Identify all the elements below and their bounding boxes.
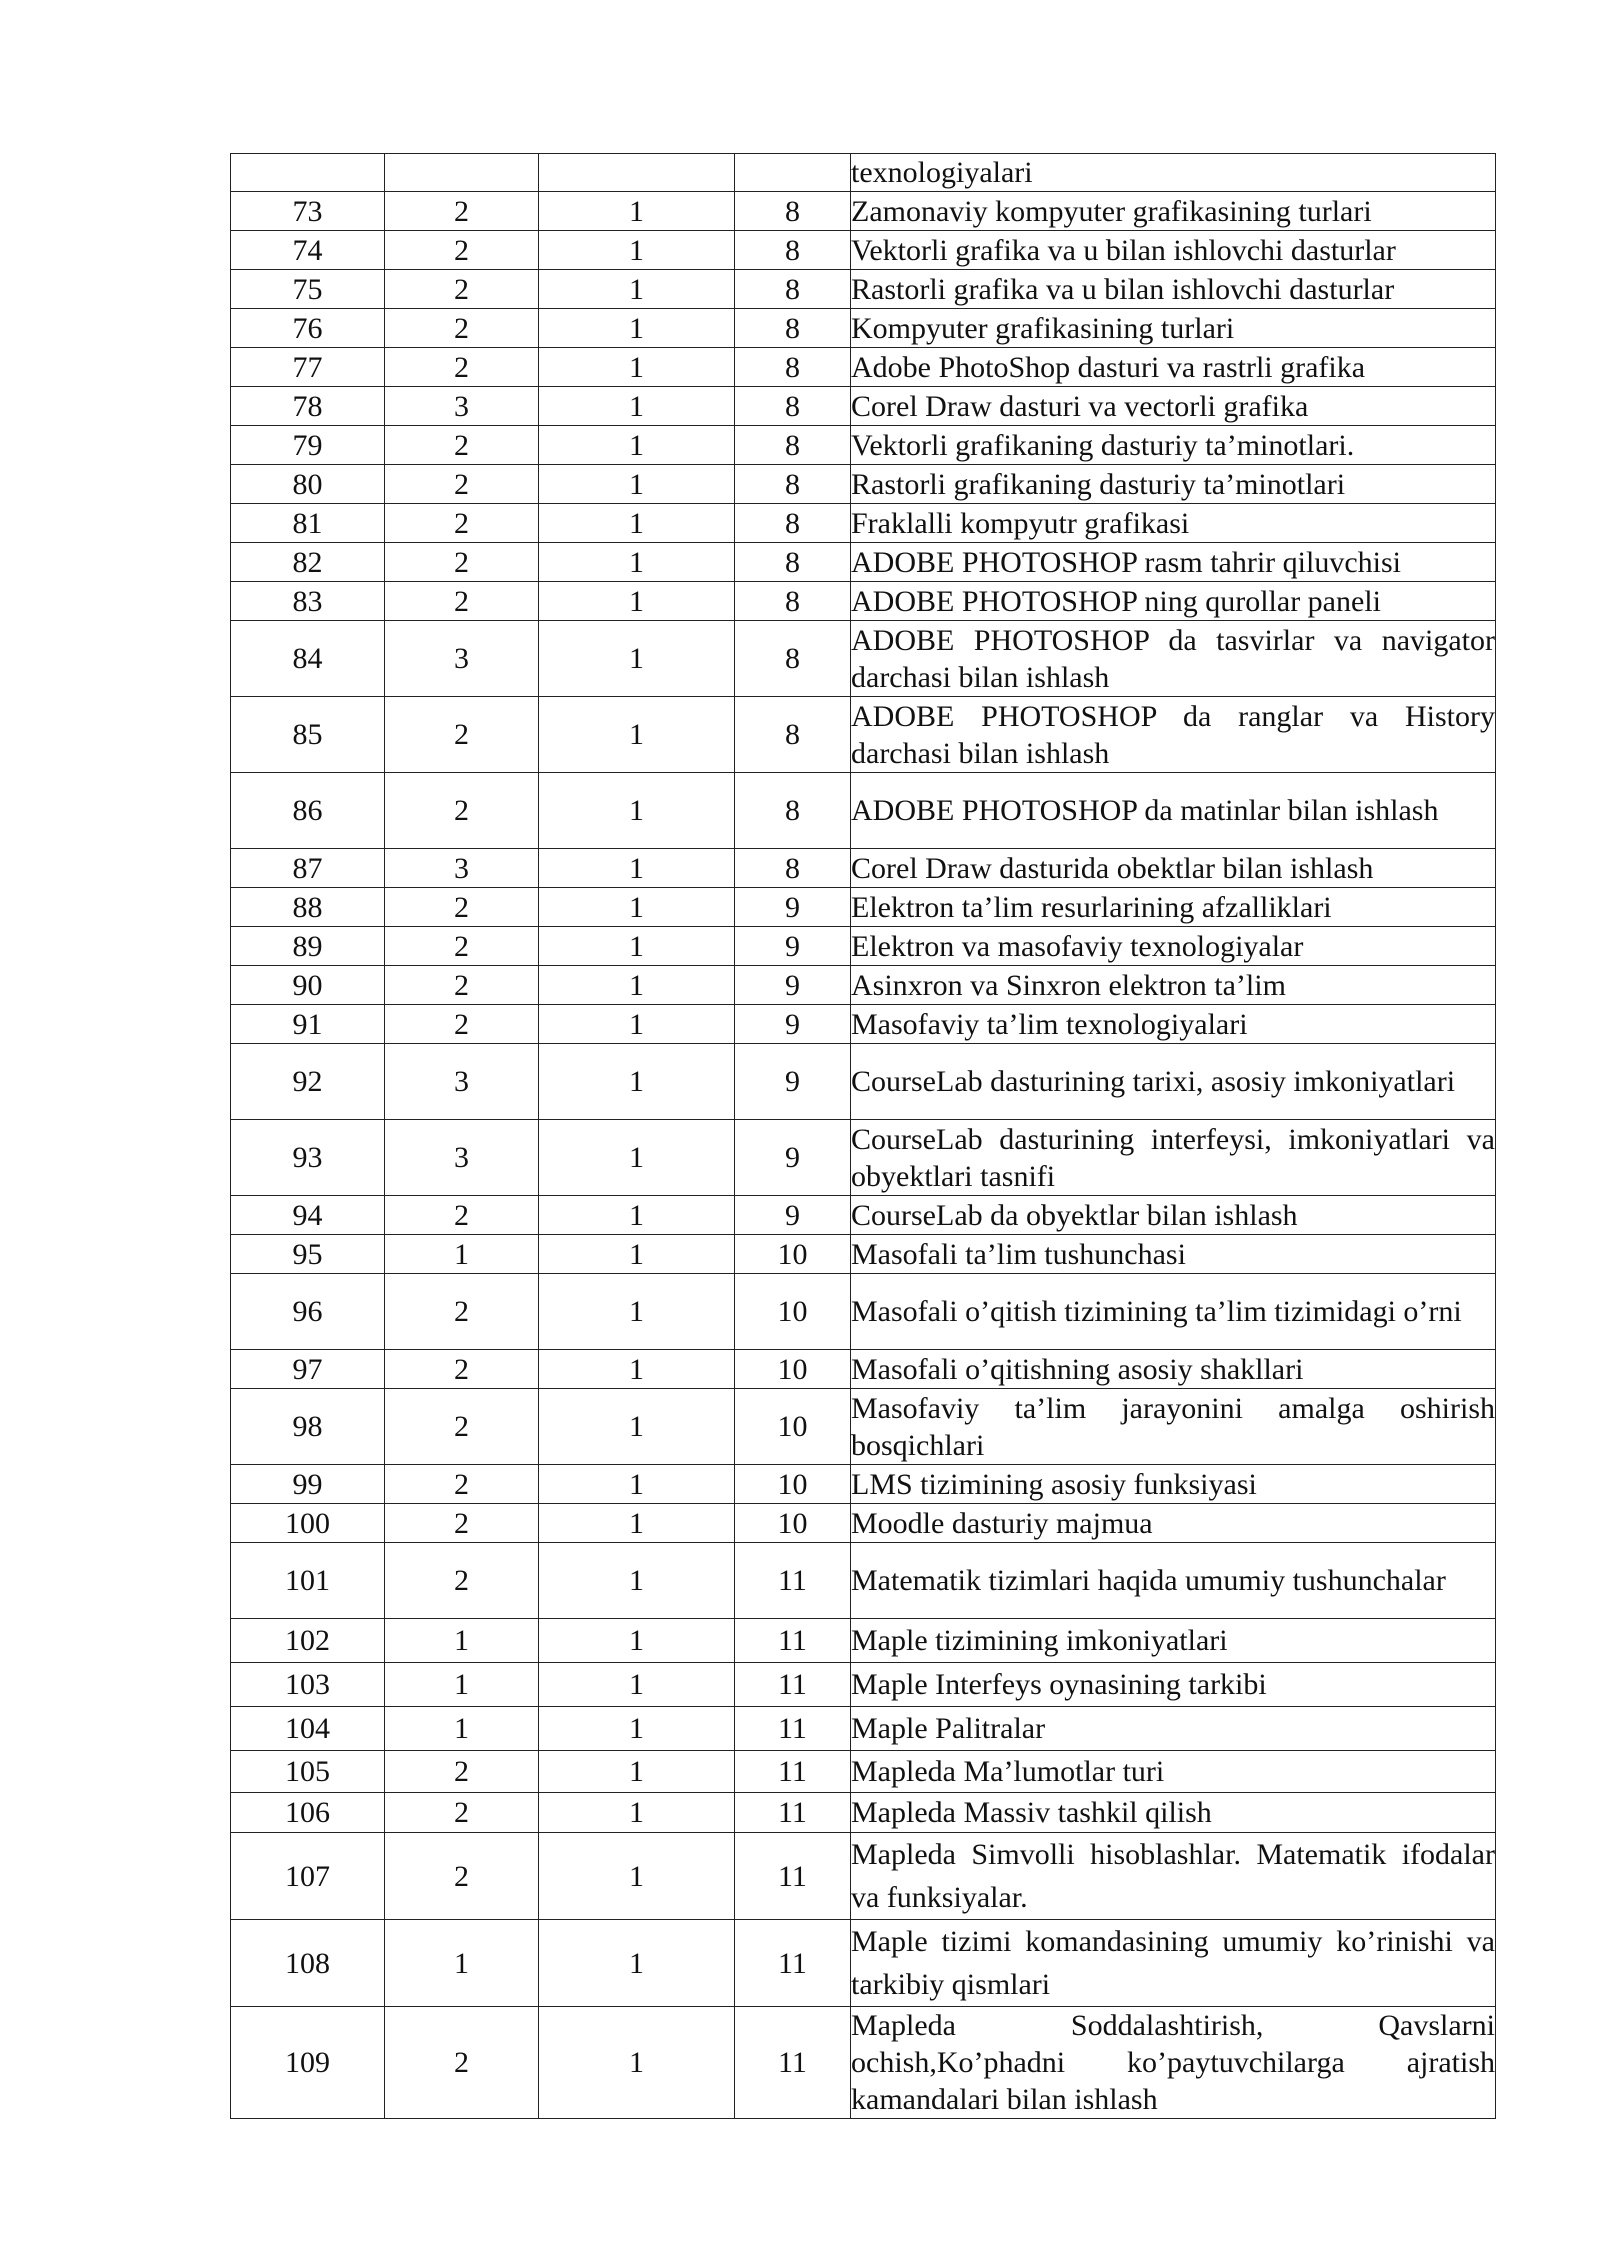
hours-cell: 2 bbox=[385, 1751, 539, 1793]
credit-cell: 1 bbox=[539, 1235, 735, 1274]
row-number-cell: 81 bbox=[231, 504, 385, 543]
table-row bbox=[231, 1920, 1496, 2007]
hours-cell: 2 bbox=[385, 426, 539, 465]
row-number-cell: 84 bbox=[231, 621, 385, 697]
row-number-cell: 79 bbox=[231, 426, 385, 465]
row-number-cell: 86 bbox=[231, 773, 385, 849]
topic-cell: Rastorli grafika va u bilan ishlovchi dasturlar bbox=[851, 270, 1496, 309]
module-cell: 9 bbox=[735, 888, 851, 927]
topic-cell: Elektron ta’lim resurlarining afzalliklari bbox=[851, 888, 1496, 927]
hours-cell: 3 bbox=[385, 387, 539, 426]
row-number-cell: 102 bbox=[231, 1619, 385, 1663]
hours-cell: 2 bbox=[385, 888, 539, 927]
topic-cell: ADOBE PHOTOSHOP ning qurollar paneli bbox=[851, 582, 1496, 621]
hours-cell: 1 bbox=[385, 1707, 539, 1751]
module-cell: 8 bbox=[735, 465, 851, 504]
row-number-cell: 80 bbox=[231, 465, 385, 504]
credit-cell: 1 bbox=[539, 1120, 735, 1196]
hours-cell: 2 bbox=[385, 1196, 539, 1235]
credit-cell: 1 bbox=[539, 504, 735, 543]
hours-cell: 2 bbox=[385, 1350, 539, 1389]
hours-cell: 2 bbox=[385, 2007, 539, 2119]
credit-cell: 1 bbox=[539, 465, 735, 504]
credit-cell: 1 bbox=[539, 2007, 735, 2119]
hours-cell: 3 bbox=[385, 849, 539, 888]
hours-cell: 2 bbox=[385, 309, 539, 348]
hours-cell: 2 bbox=[385, 1465, 539, 1504]
credit-cell: 1 bbox=[539, 966, 735, 1005]
credit-cell: 1 bbox=[539, 1707, 735, 1751]
topic-cell: Maple Palitralar bbox=[851, 1707, 1496, 1751]
row-number-cell: 106 bbox=[231, 1793, 385, 1833]
topic-cell: Mapleda Soddalashtirish, Qavslarni ochish,Ko’phadni ko’paytuvchilarga ajratish kamandalari bilan ishlash bbox=[851, 2007, 1496, 2119]
module-cell: 10 bbox=[735, 1389, 851, 1465]
topic-cell: Adobe PhotoShop dasturi va rastrli grafika bbox=[851, 348, 1496, 387]
row-number-cell: 76 bbox=[231, 309, 385, 348]
module-cell bbox=[735, 154, 851, 192]
row-number-cell: 104 bbox=[231, 1707, 385, 1751]
credit-cell: 1 bbox=[539, 348, 735, 387]
topic-cell: CourseLab dasturining interfeysi, imkoniyatlari va obyektlari tasnifi bbox=[851, 1120, 1496, 1196]
row-number-cell: 82 bbox=[231, 543, 385, 582]
module-cell: 8 bbox=[735, 621, 851, 697]
table-row bbox=[231, 621, 1496, 697]
hours-cell: 2 bbox=[385, 192, 539, 231]
topic-cell: texnologiyalari bbox=[851, 154, 1496, 192]
hours-cell: 2 bbox=[385, 543, 539, 582]
topic-cell: Matematik tizimlari haqida umumiy tushunchalar bbox=[851, 1543, 1496, 1619]
credit-cell: 1 bbox=[539, 773, 735, 849]
table-row bbox=[231, 697, 1496, 773]
topic-cell: Elektron va masofaviy texnologiyalar bbox=[851, 927, 1496, 966]
table-row bbox=[231, 426, 1496, 465]
table-row bbox=[231, 927, 1496, 966]
module-cell: 10 bbox=[735, 1235, 851, 1274]
module-cell: 9 bbox=[735, 1005, 851, 1044]
topic-cell: Fraklalli kompyutr grafikasi bbox=[851, 504, 1496, 543]
hours-cell: 2 bbox=[385, 927, 539, 966]
module-cell: 11 bbox=[735, 1543, 851, 1619]
topic-cell: Moodle dasturiy majmua bbox=[851, 1504, 1496, 1543]
credit-cell: 1 bbox=[539, 1793, 735, 1833]
row-number-cell: 75 bbox=[231, 270, 385, 309]
table-row bbox=[231, 192, 1496, 231]
credit-cell: 1 bbox=[539, 697, 735, 773]
module-cell: 9 bbox=[735, 1120, 851, 1196]
module-cell: 11 bbox=[735, 1619, 851, 1663]
topic-cell: Maple tizimi komandasining umumiy ko’rinishi va tarkibiy qismlari bbox=[851, 1920, 1496, 2007]
module-cell: 9 bbox=[735, 927, 851, 966]
module-cell: 8 bbox=[735, 697, 851, 773]
topic-cell: Corel Draw dasturi va vectorli grafika bbox=[851, 387, 1496, 426]
credit-cell bbox=[539, 154, 735, 192]
table-row bbox=[231, 849, 1496, 888]
hours-cell: 3 bbox=[385, 621, 539, 697]
credit-cell: 1 bbox=[539, 1751, 735, 1793]
credit-cell: 1 bbox=[539, 192, 735, 231]
row-number-cell: 109 bbox=[231, 2007, 385, 2119]
hours-cell: 2 bbox=[385, 231, 539, 270]
credit-cell: 1 bbox=[539, 888, 735, 927]
credit-cell: 1 bbox=[539, 387, 735, 426]
hours-cell: 2 bbox=[385, 270, 539, 309]
topic-cell: ADOBE PHOTOSHOP rasm tahrir qiluvchisi bbox=[851, 543, 1496, 582]
table-row bbox=[231, 582, 1496, 621]
topic-cell: Mapleda Ma’lumotlar turi bbox=[851, 1751, 1496, 1793]
row-number-cell: 73 bbox=[231, 192, 385, 231]
table-row bbox=[231, 773, 1496, 849]
table-row bbox=[231, 966, 1496, 1005]
row-number-cell bbox=[231, 154, 385, 192]
hours-cell: 2 bbox=[385, 1005, 539, 1044]
table-row bbox=[231, 1504, 1496, 1543]
credit-cell: 1 bbox=[539, 1833, 735, 1920]
topic-cell: ADOBE PHOTOSHOP da matinlar bilan ishlash bbox=[851, 773, 1496, 849]
topic-cell: Rastorli grafikaning dasturiy ta’minotlari bbox=[851, 465, 1496, 504]
module-cell: 10 bbox=[735, 1274, 851, 1350]
topic-cell: Vektorli grafikaning dasturiy ta’minotlari. bbox=[851, 426, 1496, 465]
credit-cell: 1 bbox=[539, 1044, 735, 1120]
table-row bbox=[231, 1465, 1496, 1504]
table-row bbox=[231, 1793, 1496, 1833]
topic-cell: Vektorli grafika va u bilan ishlovchi dasturlar bbox=[851, 231, 1496, 270]
hours-cell: 1 bbox=[385, 1663, 539, 1707]
row-number-cell: 85 bbox=[231, 697, 385, 773]
topic-cell: CourseLab da obyektlar bilan ishlash bbox=[851, 1196, 1496, 1235]
topic-cell: CourseLab dasturining tarixi, asosiy imkoniyatlari bbox=[851, 1044, 1496, 1120]
credit-cell: 1 bbox=[539, 543, 735, 582]
row-number-cell: 77 bbox=[231, 348, 385, 387]
row-number-cell: 95 bbox=[231, 1235, 385, 1274]
module-cell: 8 bbox=[735, 849, 851, 888]
row-number-cell: 96 bbox=[231, 1274, 385, 1350]
module-cell: 8 bbox=[735, 504, 851, 543]
row-number-cell: 92 bbox=[231, 1044, 385, 1120]
credit-cell: 1 bbox=[539, 1465, 735, 1504]
module-cell: 10 bbox=[735, 1350, 851, 1389]
row-number-cell: 100 bbox=[231, 1504, 385, 1543]
table-row bbox=[231, 1619, 1496, 1663]
table-row bbox=[231, 1120, 1496, 1196]
hours-cell: 2 bbox=[385, 966, 539, 1005]
row-number-cell: 78 bbox=[231, 387, 385, 426]
topic-cell: Masofaviy ta’lim texnologiyalari bbox=[851, 1005, 1496, 1044]
module-cell: 11 bbox=[735, 1751, 851, 1793]
row-number-cell: 107 bbox=[231, 1833, 385, 1920]
hours-cell: 1 bbox=[385, 1920, 539, 2007]
topic-cell: Asinxron va Sinxron elektron ta’lim bbox=[851, 966, 1496, 1005]
row-number-cell: 87 bbox=[231, 849, 385, 888]
topic-cell: Masofaviy ta’lim jarayonini amalga oshirish bosqichlari bbox=[851, 1389, 1496, 1465]
table-row bbox=[231, 1274, 1496, 1350]
credit-cell: 1 bbox=[539, 1005, 735, 1044]
credit-cell: 1 bbox=[539, 621, 735, 697]
topic-cell: Corel Draw dasturida obektlar bilan ishlash bbox=[851, 849, 1496, 888]
hours-cell: 2 bbox=[385, 504, 539, 543]
table-row bbox=[231, 1389, 1496, 1465]
credit-cell: 1 bbox=[539, 1543, 735, 1619]
table-row bbox=[231, 1350, 1496, 1389]
hours-cell: 3 bbox=[385, 1120, 539, 1196]
hours-cell: 2 bbox=[385, 582, 539, 621]
module-cell: 8 bbox=[735, 270, 851, 309]
row-number-cell: 101 bbox=[231, 1543, 385, 1619]
module-cell: 8 bbox=[735, 582, 851, 621]
module-cell: 11 bbox=[735, 1663, 851, 1707]
table-row bbox=[231, 888, 1496, 927]
table-row bbox=[231, 231, 1496, 270]
row-number-cell: 83 bbox=[231, 582, 385, 621]
module-cell: 8 bbox=[735, 773, 851, 849]
row-number-cell: 89 bbox=[231, 927, 385, 966]
table-row bbox=[231, 1044, 1496, 1120]
credit-cell: 1 bbox=[539, 582, 735, 621]
table-row bbox=[231, 387, 1496, 426]
topic-cell: Kompyuter grafikasining turlari bbox=[851, 309, 1496, 348]
table-row bbox=[231, 1833, 1496, 1920]
row-number-cell: 108 bbox=[231, 1920, 385, 2007]
hours-cell: 2 bbox=[385, 1543, 539, 1619]
topic-cell: Mapleda Simvolli hisoblashlar. Matematik ifodalar va funksiyalar. bbox=[851, 1833, 1496, 1920]
topic-cell: Mapleda Massiv tashkil qilish bbox=[851, 1793, 1496, 1833]
credit-cell: 1 bbox=[539, 1504, 735, 1543]
table-body bbox=[231, 154, 1496, 2119]
hours-cell: 2 bbox=[385, 697, 539, 773]
module-cell: 8 bbox=[735, 192, 851, 231]
table-row bbox=[231, 1005, 1496, 1044]
table-row bbox=[231, 348, 1496, 387]
topic-cell: Maple Interfeys oynasining tarkibi bbox=[851, 1663, 1496, 1707]
credit-cell: 1 bbox=[539, 426, 735, 465]
row-number-cell: 88 bbox=[231, 888, 385, 927]
module-cell: 8 bbox=[735, 231, 851, 270]
row-number-cell: 97 bbox=[231, 1350, 385, 1389]
row-number-cell: 98 bbox=[231, 1389, 385, 1465]
table-row bbox=[231, 1196, 1496, 1235]
table-row bbox=[231, 1751, 1496, 1793]
credit-cell: 1 bbox=[539, 1274, 735, 1350]
module-cell: 9 bbox=[735, 1044, 851, 1120]
module-cell: 9 bbox=[735, 966, 851, 1005]
table-row bbox=[231, 1707, 1496, 1751]
credit-cell: 1 bbox=[539, 309, 735, 348]
hours-cell: 2 bbox=[385, 348, 539, 387]
row-number-cell: 105 bbox=[231, 1751, 385, 1793]
topic-cell: ADOBE PHOTOSHOP da ranglar va History darchasi bilan ishlash bbox=[851, 697, 1496, 773]
module-cell: 11 bbox=[735, 1833, 851, 1920]
row-number-cell: 74 bbox=[231, 231, 385, 270]
topic-cell: Masofali o’qitish tizimining ta’lim tizimidagi o’rni bbox=[851, 1274, 1496, 1350]
credit-cell: 1 bbox=[539, 270, 735, 309]
module-cell: 8 bbox=[735, 426, 851, 465]
topic-cell: Masofali ta’lim tushunchasi bbox=[851, 1235, 1496, 1274]
table-row bbox=[231, 1543, 1496, 1619]
credit-cell: 1 bbox=[539, 849, 735, 888]
credit-cell: 1 bbox=[539, 231, 735, 270]
hours-cell: 2 bbox=[385, 465, 539, 504]
topic-cell: Zamonaviy kompyuter grafikasining turlari bbox=[851, 192, 1496, 231]
curriculum-table bbox=[230, 153, 1496, 2119]
hours-cell: 2 bbox=[385, 1389, 539, 1465]
row-number-cell: 93 bbox=[231, 1120, 385, 1196]
table-row bbox=[231, 543, 1496, 582]
credit-cell: 1 bbox=[539, 1619, 735, 1663]
credit-cell: 1 bbox=[539, 1663, 735, 1707]
table-row bbox=[231, 504, 1496, 543]
credit-cell: 1 bbox=[539, 927, 735, 966]
module-cell: 10 bbox=[735, 1465, 851, 1504]
row-number-cell: 94 bbox=[231, 1196, 385, 1235]
topic-cell: ADOBE PHOTOSHOP da tasvirlar va navigator darchasi bilan ishlash bbox=[851, 621, 1496, 697]
credit-cell: 1 bbox=[539, 1350, 735, 1389]
hours-cell: 3 bbox=[385, 1044, 539, 1120]
module-cell: 11 bbox=[735, 1793, 851, 1833]
table-row bbox=[231, 1235, 1496, 1274]
hours-cell: 1 bbox=[385, 1619, 539, 1663]
module-cell: 11 bbox=[735, 1707, 851, 1751]
topic-cell: Masofali o’qitishning asosiy shakllari bbox=[851, 1350, 1496, 1389]
credit-cell: 1 bbox=[539, 1196, 735, 1235]
module-cell: 8 bbox=[735, 348, 851, 387]
table-row bbox=[231, 465, 1496, 504]
table-row bbox=[231, 154, 1496, 192]
module-cell: 10 bbox=[735, 1504, 851, 1543]
module-cell: 8 bbox=[735, 309, 851, 348]
row-number-cell: 103 bbox=[231, 1663, 385, 1707]
row-number-cell: 99 bbox=[231, 1465, 385, 1504]
row-number-cell: 91 bbox=[231, 1005, 385, 1044]
hours-cell: 1 bbox=[385, 1235, 539, 1274]
table-row bbox=[231, 2007, 1496, 2119]
table-row bbox=[231, 270, 1496, 309]
hours-cell: 2 bbox=[385, 773, 539, 849]
module-cell: 9 bbox=[735, 1196, 851, 1235]
hours-cell: 2 bbox=[385, 1274, 539, 1350]
hours-cell: 2 bbox=[385, 1504, 539, 1543]
table-row bbox=[231, 309, 1496, 348]
topic-cell: Maple tizimining imkoniyatlari bbox=[851, 1619, 1496, 1663]
topic-cell: LMS tizimining asosiy funksiyasi bbox=[851, 1465, 1496, 1504]
credit-cell: 1 bbox=[539, 1920, 735, 2007]
hours-cell bbox=[385, 154, 539, 192]
module-cell: 11 bbox=[735, 1920, 851, 2007]
module-cell: 11 bbox=[735, 2007, 851, 2119]
module-cell: 8 bbox=[735, 387, 851, 426]
credit-cell: 1 bbox=[539, 1389, 735, 1465]
hours-cell: 2 bbox=[385, 1793, 539, 1833]
row-number-cell: 90 bbox=[231, 966, 385, 1005]
module-cell: 8 bbox=[735, 543, 851, 582]
table-row bbox=[231, 1663, 1496, 1707]
hours-cell: 2 bbox=[385, 1833, 539, 1920]
